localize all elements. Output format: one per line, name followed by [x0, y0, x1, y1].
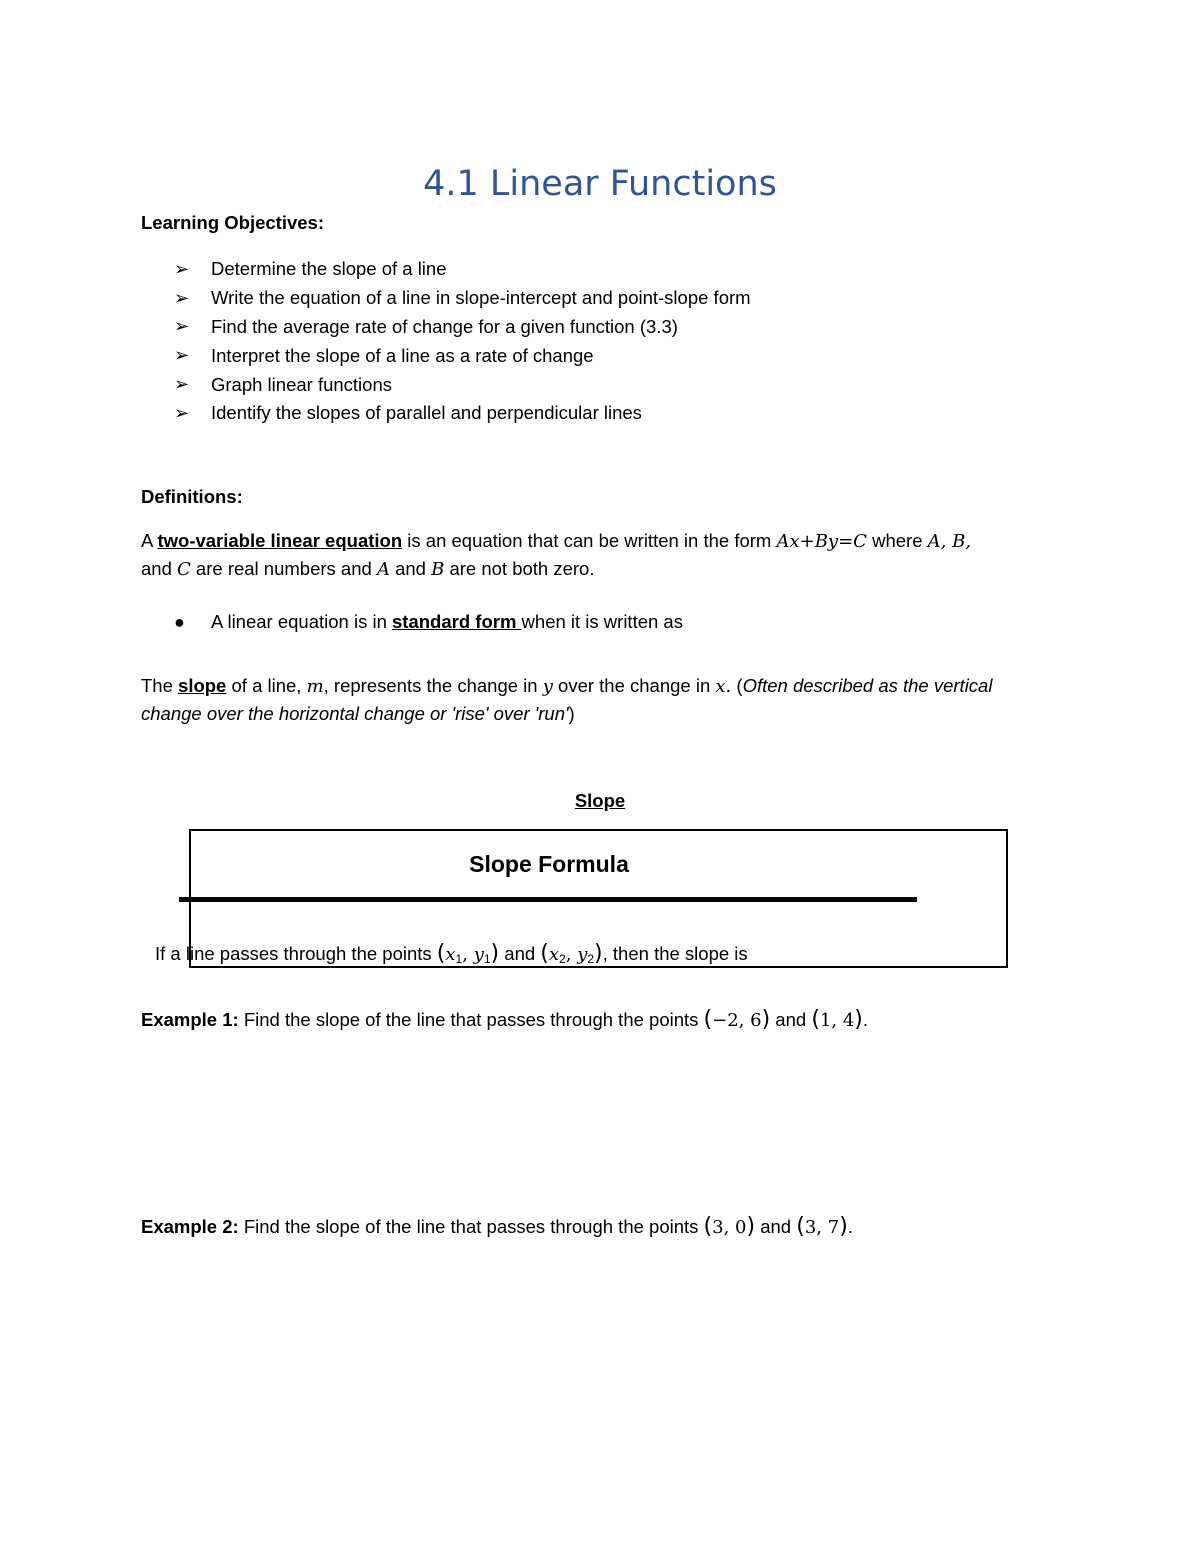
standard-form-bullet: ● A linear equation is in standard form when it is written as [174, 611, 683, 632]
formula-divider [179, 897, 917, 902]
standard-equation: Ax+By=C [776, 531, 867, 552]
objective-item: ➢ Write the equation of a line in slope-intercept and point-slope form [174, 287, 751, 309]
slope-formula-statement: If a line passes through the points ($x_1$, $y_1$) and ($x_2$, $y_2$), then the slope is [155, 941, 748, 966]
example-1: Example 1: Find the slope of the line that passes through the points (−2, 6) and (1, 4). [141, 1007, 869, 1032]
arrow-bullet-icon: ➢ [174, 402, 190, 423]
arrow-bullet-icon: ➢ [174, 258, 190, 279]
arrow-bullet-icon: ➢ [174, 345, 190, 366]
slope-definition-line2: change over the horizontal change or 'rise' over 'run') [141, 703, 575, 724]
arrow-bullet-icon: ➢ [174, 374, 190, 395]
bullet-dot-icon: ● [174, 612, 185, 632]
example-2-label: Example 2: [141, 1216, 239, 1237]
objectives-list [174, 255, 751, 428]
slope-definition-line1: The slope of a line, m, represents the change in y over the change in x. (Often described as the vertical [141, 675, 993, 697]
page-title: 4.1 Linear Functions [423, 164, 777, 204]
slope-term: slope [178, 675, 227, 696]
example-2: Example 2: Find the slope of the line that passes through the points (3, 0) and (3, 7). [141, 1214, 853, 1239]
two-variable-definition-line2: and C are real numbers and A and B are not both zero. [141, 558, 595, 580]
definitions-heading: Definitions: [141, 486, 243, 507]
objective-item: ➢ Interpret the slope of a line as a rate of change [174, 344, 594, 366]
two-variable-definition-line1: A two-variable linear equation is an equation that can be written in the form Ax+By=C where A, B, [141, 530, 972, 552]
objective-item: ➢ Find the average rate of change for a given function (3.3) [174, 315, 678, 337]
two-variable-term: two-variable linear equation [157, 530, 403, 551]
learning-objectives-heading: Learning Objectives: [141, 212, 324, 233]
slope-formula-title: Slope Formula [469, 851, 629, 877]
objective-item: ➢ Determine the slope of a line [174, 258, 447, 280]
slope-heading: Slope [574, 790, 626, 811]
standard-form-term: standard form [392, 611, 522, 632]
objective-item: ➢ Identify the slopes of parallel and perpendicular lines [174, 402, 642, 424]
objective-item: ➢ Graph linear functions [174, 373, 392, 395]
arrow-bullet-icon: ➢ [174, 287, 190, 308]
example-1-label: Example 1: [141, 1009, 239, 1030]
arrow-bullet-icon: ➢ [174, 316, 190, 337]
